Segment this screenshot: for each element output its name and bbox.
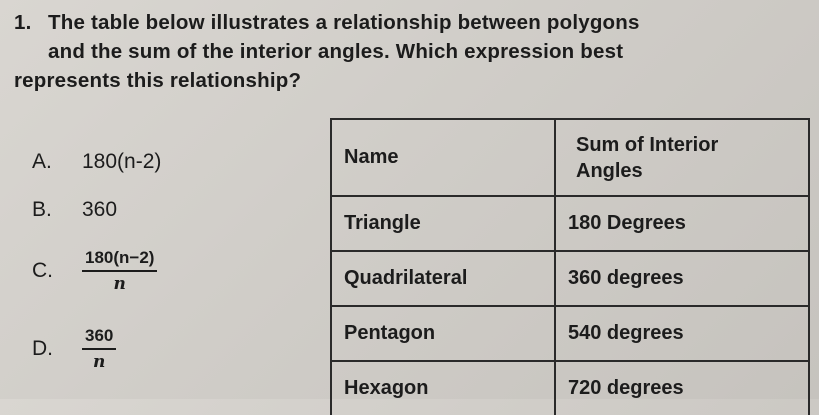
header-sum-line-2: Angles	[576, 159, 643, 182]
choice-d-numerator: 360	[82, 326, 116, 350]
choice-a-text: 180(n-2)	[82, 150, 162, 173]
choice-c-fraction	[82, 248, 157, 294]
cell-sum: 360 degrees	[555, 251, 809, 306]
choice-d[interactable]	[32, 326, 116, 372]
header-sum-line-1: Sum of Interior	[576, 133, 719, 156]
question-line-3: represents this relationship?	[14, 69, 302, 92]
choice-d-fraction	[82, 326, 116, 372]
choice-a-letter: A.	[32, 150, 52, 173]
choice-a[interactable]	[32, 150, 161, 174]
choice-b-text: 360	[82, 198, 118, 221]
polygon-angle-table	[330, 118, 810, 415]
choice-c-letter: C.	[32, 259, 53, 282]
question-number: 1.	[14, 11, 32, 34]
table-row	[331, 361, 809, 415]
table-row	[331, 196, 809, 251]
choice-d-letter: D.	[32, 337, 53, 360]
table-row	[331, 251, 809, 306]
cell-name: Quadrilateral	[331, 251, 555, 306]
cell-name: Pentagon	[331, 306, 555, 361]
table-row	[331, 306, 809, 361]
header-sum	[555, 119, 809, 196]
table-header-row	[331, 119, 809, 196]
cell-sum: 180 Degrees	[555, 196, 809, 251]
choice-b-letter: B.	[32, 198, 52, 221]
header-name: Name	[331, 119, 555, 196]
question-line-1: 1. The table below illustrates a relationship between polygons	[14, 8, 804, 37]
choice-d-denominator: n	[93, 352, 106, 372]
choice-c-denominator: n	[113, 274, 126, 294]
choice-c-numerator: 180(n−2)	[82, 248, 157, 272]
cell-name: Triangle	[331, 196, 555, 251]
choice-c[interactable]	[32, 248, 157, 294]
cell-sum: 720 degrees	[555, 361, 809, 415]
question-text	[14, 8, 804, 95]
cell-sum: 540 degrees	[555, 306, 809, 361]
question-line-2: and the sum of the interior angles. Which expression best	[48, 40, 624, 63]
cell-name: Hexagon	[331, 361, 555, 415]
choice-b[interactable]	[32, 198, 117, 222]
